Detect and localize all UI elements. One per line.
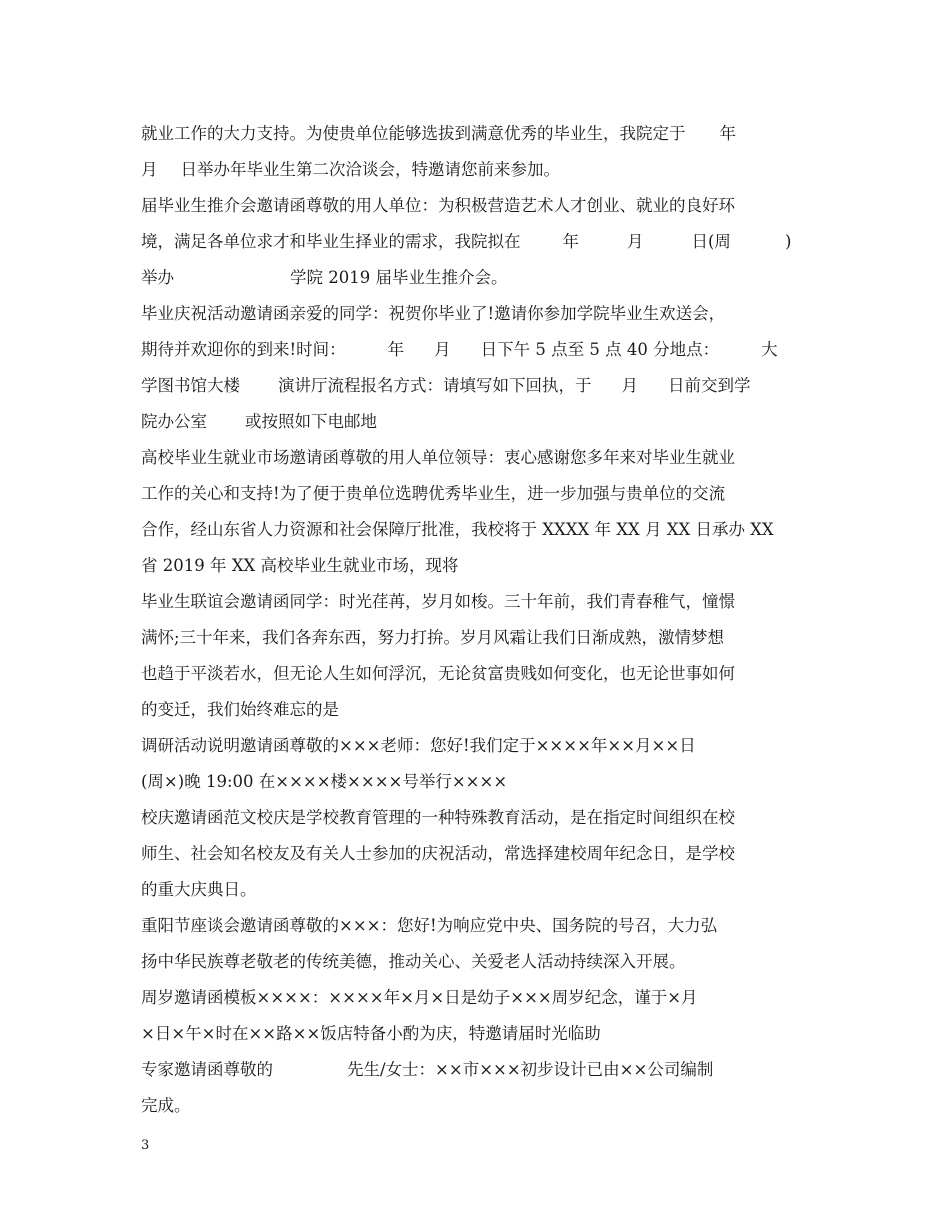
text-line: 院办公室 或按照如下电邮地 — [141, 412, 377, 431]
body-text — [141, 116, 813, 1124]
text-line: 举办 学院 2019 届毕业生推介会。 — [141, 268, 508, 287]
text-line: 也趋于平淡若水，但无论人生如何浮沉，无论贫富贵贱如何变化，也无论世事如何 — [141, 664, 735, 683]
text-line: 合作，经山东省人力资源和社会保障厅批准，我校将于 XXXX 年 XX 月 XX 日承办 XX — [141, 520, 774, 539]
text-line: 扬中华民族尊老敬老的传统美德，推动关心、关爱老人活动持续深入开展。 — [141, 952, 686, 971]
text-line: 省 2019 年 XX 高校毕业生就业市场，现将 — [141, 556, 459, 575]
text-line: 毕业庆祝活动邀请函亲爱的同学：祝贺你毕业了!邀请你参加学院毕业生欢送会， — [141, 304, 726, 323]
text-line: 高校毕业生就业市场邀请函尊敬的用人单位领导：衷心感谢您多年来对毕业生就业 — [141, 448, 735, 467]
text-line: (周×)晚 19:00 在××××楼××××号举行×××× — [141, 772, 508, 791]
text-line: 学图书馆大楼 演讲厅流程报名方式：请填写如下回执，于 月 日前交到学 — [141, 376, 751, 395]
text-line: 届毕业生推介会邀请函尊敬的用人单位：为积极营造艺术人才创业、就业的良好环 — [141, 196, 735, 215]
text-line: 校庆邀请函范文校庆是学校教育管理的一种特殊教育活动，是在指定时间组织在校 — [141, 808, 735, 827]
text-line: 的重大庆典日。 — [141, 880, 257, 899]
text-line: 重阳节座谈会邀请函尊敬的×××：您好!为响应党中央、国务院的号召，大力弘 — [141, 916, 718, 935]
text-line: 调研活动说明邀请函尊敬的×××老师：您好!我们定于××××年××月××日 — [141, 736, 696, 755]
text-line: 毕业生联谊会邀请函同学：时光荏苒，岁月如梭。三十年前，我们青春稚气，憧憬 — [141, 592, 735, 611]
text-line: 满怀;三十年来，我们各奔东西，努力打拚。岁月风霜让我们日渐成熟，激情梦想 — [141, 628, 725, 647]
text-line: ×日×午×时在××路××饭店特备小酌为庆，特邀请届时光临助 — [141, 1024, 601, 1043]
text-line: 师生、社会知名校友及有关人士参加的庆祝活动，常选择建校周年纪念日，是学校 — [141, 844, 735, 863]
text-line: 完成。 — [141, 1096, 191, 1115]
page-number: 3 — [141, 1138, 150, 1153]
text-line: 期待并欢迎你的到来!时间： 年 月 日下午 5 点至 5 点 40 分地点： 大 — [141, 340, 778, 359]
text-line: 专家邀请函尊敬的 先生/女士：××市×××初步设计已由××公司编制 — [141, 1060, 714, 1079]
text-line: 境，满足各单位求才和毕业生择业的需求，我院拟在 年 月 日(周 ) — [141, 232, 792, 251]
text-line: 月 日举办年毕业生第二次洽谈会，特邀请您前来参加。 — [141, 160, 560, 179]
text-line: 的变迁，我们始终难忘的是 — [141, 700, 339, 719]
text-line: 工作的关心和支持!为了便于贵单位选聘优秀毕业生，进一步加强与贵单位的交流 — [141, 484, 726, 503]
text-line: 就业工作的大力支持。为使贵单位能够选拔到满意优秀的毕业生，我院定于 年 — [141, 124, 736, 143]
text-line: 周岁邀请函模板××××：××××年×月×日是幼子×××周岁纪念，谨于×月 — [141, 988, 698, 1007]
